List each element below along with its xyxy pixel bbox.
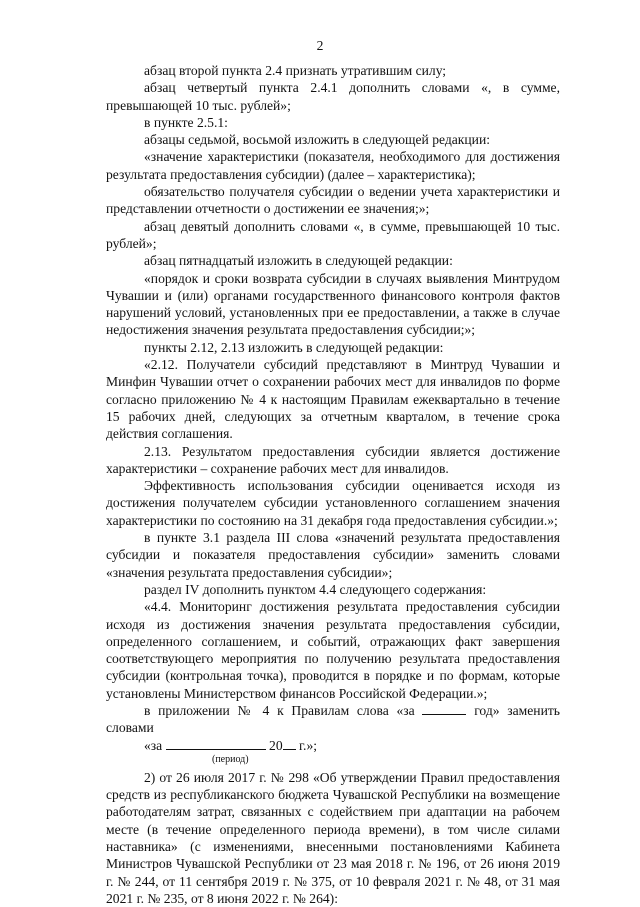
paragraph: «4.4. Мониторинг достижения результата предоставления субсидии исходя из достижения значения результата предоставления субсидии, определенного соглашением, и событий, отражающих факт завершения соответствующего мероприятия по получению результата предоставления субсидии (контрольная точка), проводится в порядке и по формам, которые установлены Министерством финансов Российской Федерации.»; [106, 599, 560, 701]
paragraph: абзацы седьмой, восьмой изложить в следующей редакции: [144, 132, 490, 148]
paragraph: в пункте 2.5.1: [144, 114, 228, 130]
appendix-text-1: в приложении № 4 к Правилам слова «за [144, 702, 415, 718]
paragraph: раздел IV дополнить пунктом 4.4 следующего содержания: [144, 581, 487, 597]
paragraph: 2.13. Результатом предоставления субсидии является достижение характеристики – сохранение рабочих мест для инвалидов. [106, 443, 560, 476]
paragraph: абзац четвертый пункта 2.4.1 дополнить словами «, в сумме, превышающей 10 тыс. рублей»; [106, 80, 560, 113]
paragraph: Эффективность использования субсидии оценивается исходя из достижения получателем субсидии установленного соглашением значения характеристики по состоянию на 31 декабря года предоставления субсидии.»; [106, 478, 560, 528]
year-blank [283, 738, 296, 750]
document-body [106, 62, 560, 907]
page-number: 2 [316, 38, 324, 53]
appendix-text-2: год» заменить словами [106, 702, 560, 736]
paragraph: «порядок и сроки возврата субсидии в случаях выявления Минтрудом Чувашии и (или) органами государственного финансового контроля фактов нарушений условий, установленных при ее предоставлении, а также в случае недостижения значения результата предоставления субсидии;»; [106, 270, 560, 338]
paragraph: абзац девятый дополнить словами «, в сумме, превышающей 10 тыс. рублей»; [106, 218, 560, 251]
paragraph: в пункте 3.1 раздела III слова «значений результата предоставления субсидии и показателя предоставления субсидии» заменить словами «значения результата предоставления субсидии»; [106, 530, 560, 580]
blank-line [422, 703, 466, 715]
appendix-paragraph [106, 702, 560, 737]
replacement-close: г.»; [299, 737, 318, 753]
period-caption: (период) [212, 753, 249, 765]
paragraph: «2.12. Получатели субсидий представляют в Минтруд Чувашии и Минфин Чувашии отчет о сохранении рабочих мест для инвалидов по форме согласно приложению № 4 к настоящим Правилам ежеквартально в течение 15 рабочих дней, следующих за отчетным кварталом, в течение срока действия соглашения. [106, 357, 560, 442]
paragraph: обязательство получателя субсидии о ведении учета характеристики и представлении отчетности о достижении ее значения;»; [106, 184, 560, 217]
paragraph: абзац второй пункта 2.4 признать утратившим силу; [144, 63, 447, 78]
paragraph: абзац пятнадцатый изложить в следующей редакции: [144, 253, 453, 269]
replacement-year: 20 [269, 737, 283, 753]
replacement-open: «за [144, 737, 163, 753]
paragraph: «значение характеристики (показателя, необходимого для достижения результата предоставления субсидии) (далее – характеристика); [106, 149, 560, 182]
replacement-line [106, 737, 560, 754]
paragraph-item-2: 2) от 26 июля 2017 г. № 298 «Об утверждении Правил предоставления средств из республиканского бюджета Чувашской Республики на возмещение работодателям затрат, связанных с содействием при адаптации на рабочем месте (в течение определенного периода времени), в том числе силами наставника» (с изменениями, внесенными постановлениями Кабинета Министров Чувашской Республики от 23 мая 2018 г. № 196, от 26 июня 2019 г. № 244, от 11 сентября 2019 г. № 375, от 10 февраля 2021 г. № 48, от 31 мая 2021 г. № 235, от 8 июня 2022 г. № 264): [106, 769, 560, 906]
paragraph: пункты 2.12, 2.13 изложить в следующей редакции: [144, 339, 444, 355]
period-blank [166, 738, 266, 750]
